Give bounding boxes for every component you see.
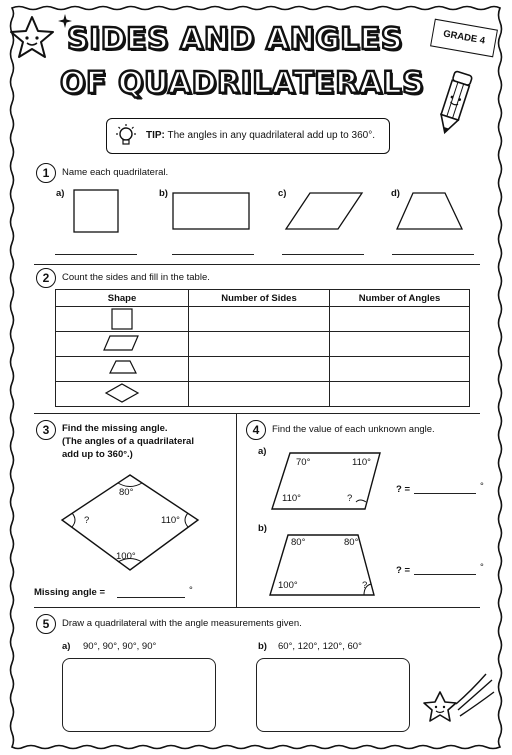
q5a-drawing-box[interactable] — [62, 658, 216, 732]
q5b-angles: 60°, 120°, 120°, 60° — [278, 641, 362, 652]
q4b-angle-bottom-left: 100° — [278, 580, 298, 591]
q5b-label: b) — [258, 641, 267, 652]
q4a-answer-degree: ° — [480, 481, 484, 492]
question-5-number: 5 — [36, 614, 56, 634]
table-header-angles: Number of Angles — [330, 290, 470, 307]
q4b-angle-bottom-right: ? — [362, 580, 368, 591]
question-3-number: 3 — [36, 420, 56, 440]
q3-angle-left: ? — [84, 515, 90, 526]
q4b-label: b) — [258, 523, 267, 534]
shooting-star-icon — [422, 670, 496, 730]
question-3-instruction-1: Find the missing angle. — [62, 423, 168, 434]
question-2-instruction: Count the sides and fill in the table. — [62, 272, 210, 283]
section-divider-3 — [34, 607, 480, 608]
question-4-number: 4 — [246, 420, 266, 440]
q5a-label: a) — [62, 641, 71, 652]
question-4-instruction: Find the value of each unknown angle. — [272, 424, 435, 435]
question-3-instruction-3: add up to 360°.) — [62, 449, 133, 460]
q1-item-b-label: b) — [159, 188, 168, 199]
q5b-drawing-box[interactable] — [256, 658, 410, 732]
q4b-angle-top-right: 80° — [344, 537, 359, 548]
q1-item-d-label: d) — [391, 188, 400, 199]
q4a-angle-bottom-left: 110° — [282, 493, 301, 504]
question-3-instruction-2: (The angles of a quadrilateral — [62, 436, 194, 447]
q4b-answer-label: ? = — [396, 565, 410, 576]
q4a-angle-top-right: 110° — [352, 457, 371, 468]
table-header-shape: Shape — [56, 290, 189, 307]
tip-text: The angles in any quadrilateral add up to 360°. — [167, 130, 375, 141]
grade-badge-label: GRADE 4 — [442, 28, 486, 47]
q1-item-c-label: c) — [278, 188, 287, 199]
question-5-instruction: Draw a quadrilateral with the angle measurements given. — [62, 618, 302, 629]
question-1-instruction: Name each quadrilateral. — [62, 167, 169, 178]
q3-angle-right: 110° — [161, 515, 180, 526]
q3-answer-label: Missing angle = — [34, 587, 106, 598]
q4a-answer-label: ? = — [396, 484, 410, 495]
q4b-answer-line[interactable] — [414, 574, 476, 575]
q4a-angle-bottom-right: ? — [347, 493, 353, 504]
q3-angle-bottom: 100° — [116, 551, 136, 562]
q1-item-a-label: a) — [56, 188, 65, 199]
q5a-angles: 90°, 90°, 90°, 90° — [83, 641, 157, 652]
q4a-angle-top-left: 70° — [296, 457, 311, 468]
table-header-sides: Number of Sides — [189, 290, 330, 307]
q4b-answer-degree: ° — [480, 562, 484, 573]
question-1-number: 1 — [36, 163, 56, 183]
title-line-1: SIDES AND ANGLES — [66, 22, 404, 57]
title-line-2: OF QUADRILATERALS — [60, 66, 425, 101]
q4a-answer-line[interactable] — [414, 493, 476, 494]
question-2-number: 2 — [36, 268, 56, 288]
q3-answer-degree: ° — [189, 585, 193, 596]
q3-angle-top: 80° — [119, 487, 134, 498]
tip-label: TIP: — [146, 130, 165, 141]
q4a-label: a) — [258, 446, 267, 457]
q4b-angle-top-left: 80° — [291, 537, 306, 548]
